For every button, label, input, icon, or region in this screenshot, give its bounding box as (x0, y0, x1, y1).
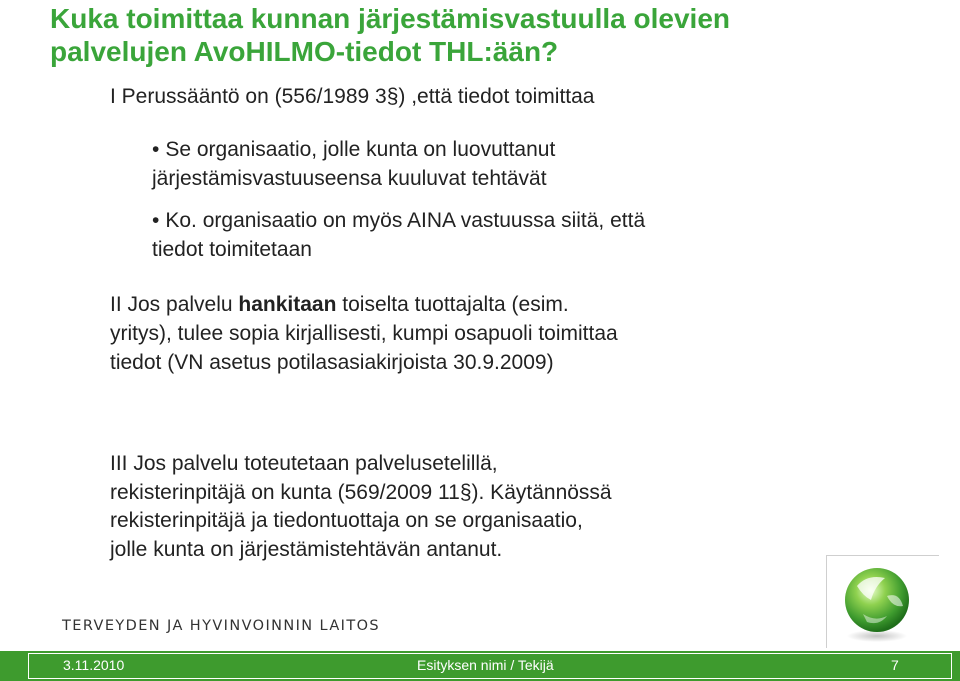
slide-title-line-2: palvelujen AvoHILMO-tiedot THL:ään? (50, 36, 559, 67)
emphasis-text: hankitaan (238, 293, 337, 316)
bullet-item-1-line-1: • Se organisaatio, jolle kunta on luovuttanut (152, 135, 555, 164)
bullet-item-2-line-2: tiedot toimitetaan (152, 238, 312, 261)
footer-page-number: 7 (891, 657, 899, 673)
section-2-line-2: yritys), tulee sopia kirjallisesti, kumpi osapuoli toimittaa (110, 322, 618, 345)
slide-title-line-1: Kuka toimittaa kunnan järjestämisvastuulla olevien (50, 3, 730, 34)
section-3-line-3: rekisterinpitäjä ja tiedontuottaja on se organisaatio, (110, 509, 583, 532)
organization-logo-text: TERVEYDEN JA HYVINVOINNIN LAITOS (62, 618, 381, 634)
section-3-line-2: rekisterinpitäjä on kunta (569/2009 11§). Käytännössä (110, 481, 612, 504)
section-3-line-4: jolle kunta on järjestämistehtävän antanut. (110, 538, 503, 561)
footer-frame (28, 653, 952, 679)
emblem-frame (826, 555, 939, 648)
bullet-icon: • (152, 209, 160, 232)
bullet-icon: • (152, 138, 160, 161)
green-sphere-icon (827, 556, 939, 648)
footer-presentation-name: Esityksen nimi / Tekijä (417, 657, 554, 673)
bullet-item-2-line-1: • Ko. organisaatio on myös AINA vastuussa siitä, että (152, 206, 645, 235)
footer-date: 3.11.2010 (63, 657, 125, 673)
footer-bar (0, 651, 960, 681)
slide-title (50, 2, 930, 68)
section-2-line-1: II Jos palvelu hankitaan toiselta tuottajalta (esim. (110, 293, 569, 316)
intro-text: I Perussääntö on (556/1989 3§) ,että tiedot toimittaa (110, 85, 595, 108)
bullet-item-1-line-2: järjestämisvastuuseensa kuuluvat tehtävät (152, 167, 547, 190)
section-3-line-1: III Jos palvelu toteutetaan palvelusetelillä, (110, 452, 498, 475)
section-2-line-3: tiedot (VN asetus potilasasiakirjoista 30.9.2009) (110, 351, 554, 374)
